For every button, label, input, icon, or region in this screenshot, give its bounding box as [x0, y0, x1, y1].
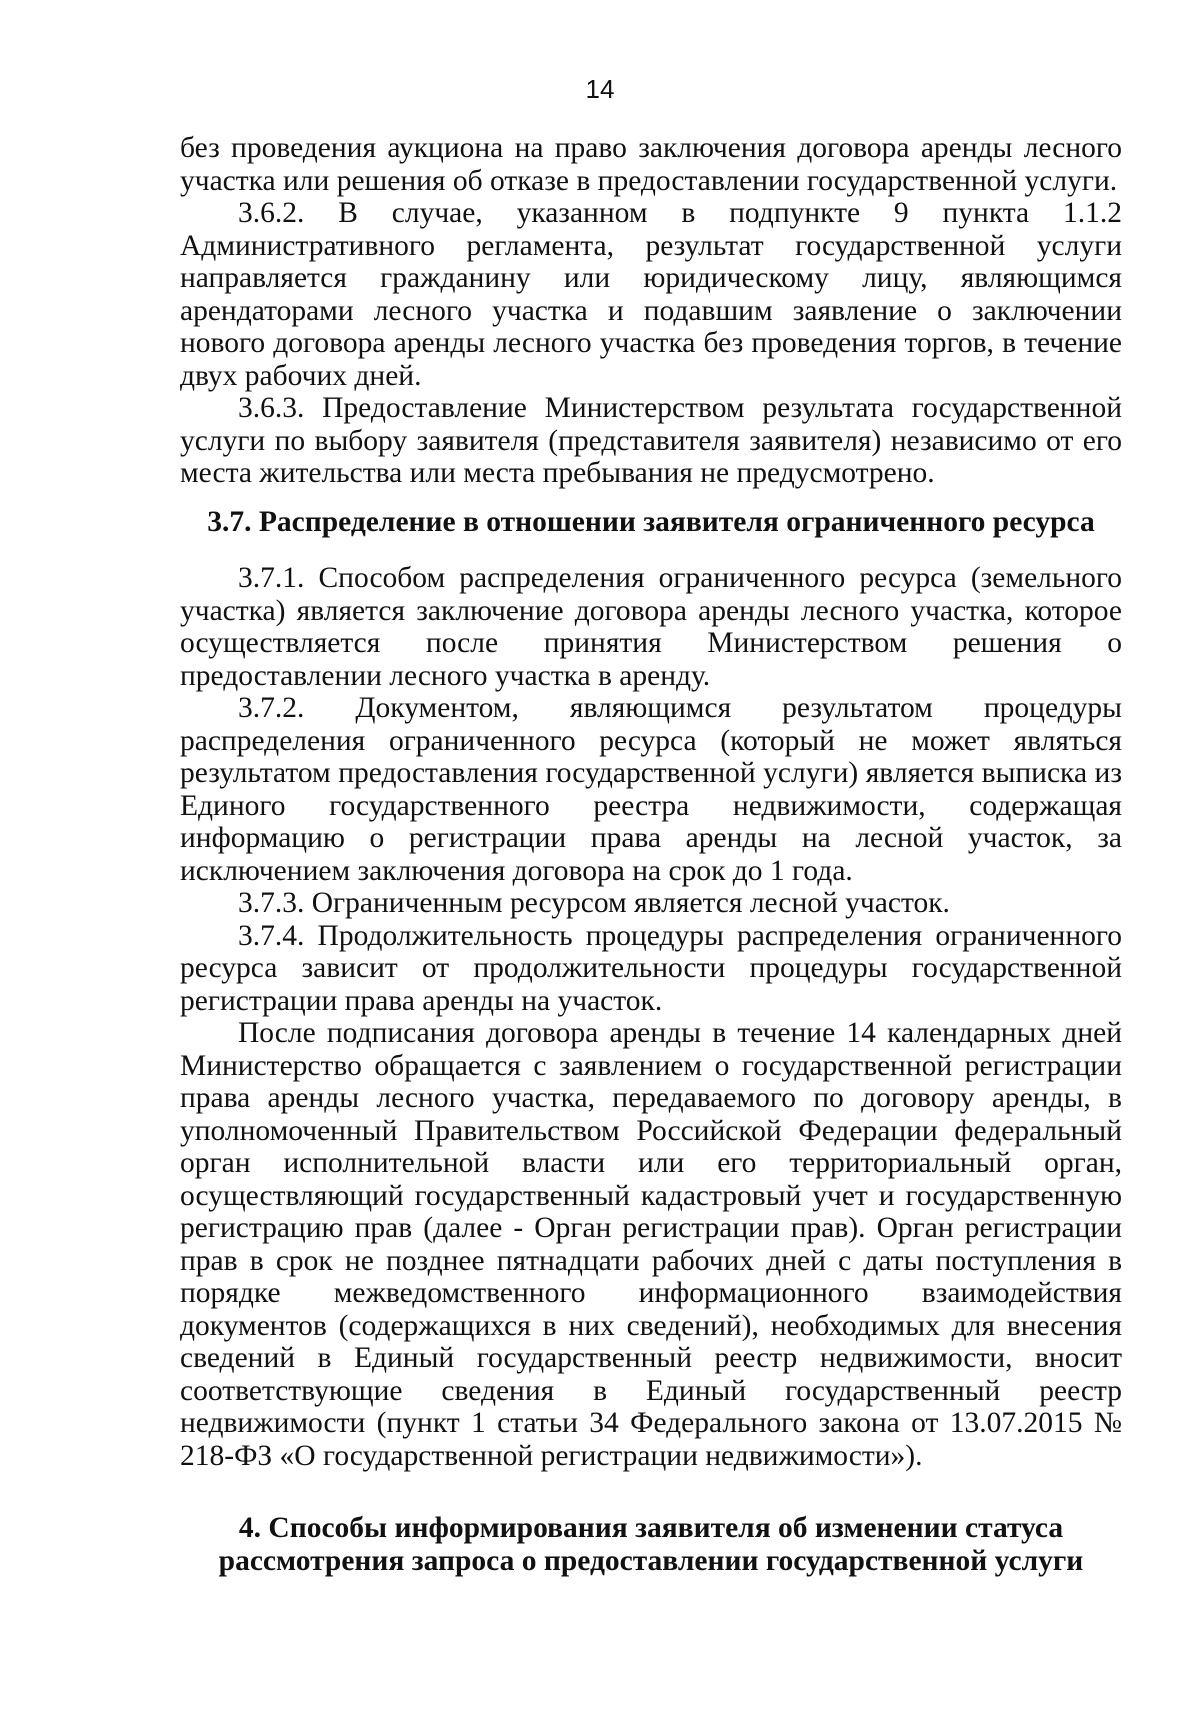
- section-heading-4: [180, 1512, 1122, 1577]
- paragraph-continuation: без проведения аукциона на право заключения договора аренды лесного участка или решения об отказе в предоставлении государственной услуги.: [180, 132, 1122, 197]
- page-number: 14: [585, 74, 615, 104]
- paragraph-3-7-2: 3.7.2. Документом, являющимся результатом процедуры распределения ограниченного ресурса (который не может являться результатом предоставления государственной услуги) является выписка из Единого государственного реестра недвижимости, содержащая информацию о регистрации права аренды на лесной участок, за исключением заключения договора на срок до 1 года.: [180, 692, 1122, 887]
- paragraph-3-7-4: 3.7.4. Продолжительность процедуры распределения ограниченного ресурса зависит от продолжительности процедуры государственной регистрации права аренды на участок.: [180, 919, 1122, 1017]
- document-body: [180, 132, 1122, 1577]
- paragraph-registration: После подписания договора аренды в течение 14 календарных дней Министерство обращается с заявлением о государственной регистрации права аренды лесного участка, передаваемого по договору аренды, в уполномоченный Правительством Российской Федерации федеральный орган исполнительной власти или его территориальный орган, осуществляющий государственный кадастровый учет и государственную регистрацию прав (далее - Орган регистрации прав). Орган регистрации прав в срок не позднее пятнадцати рабочих дней с даты поступления в порядке межведомственного информационного взаимодействия документов (содержащихся в них сведений), необходимых для внесения сведений в Единый государственный реестр недвижимости, вносит соответствующие сведения в Единый государственный реестр недвижимости (пункт 1 статьи 34 Федерального закона от 13.07.2015 № 218-ФЗ «О государственной регистрации недвижимости»).: [180, 1017, 1122, 1472]
- paragraph-3-7-3: 3.7.3. Ограниченным ресурсом является лесной участок.: [238, 887, 950, 919]
- paragraph-3-7-1: 3.7.1. Способом распределения ограниченного ресурса (земельного участка) является заключение договора аренды лесного участка, которое осуществляется после принятия Министерством решения о предоставлении лесного участка в аренду.: [180, 562, 1122, 692]
- paragraph-3-6-2: 3.6.2. В случае, указанном в подпункте 9 пункта 1.1.2 Административного регламента, результат государственной услуги направляется гражданину или юридическому лицу, являющимся арендаторами лесного участка и подавшим заявление о заключении нового договора аренды лесного участка без проведения торгов, в течение двух рабочих дней.: [180, 197, 1122, 392]
- paragraph-3-6-3: 3.6.3. Предоставление Министерством результата государственной услуги по выбору заявителя (представителя заявителя) независимо от его места жительства или места пребывания не предусмотрено.: [180, 392, 1122, 489]
- section-heading-4-line-1: 4. Способы информирования заявителя об изменении статуса: [238, 1512, 1064, 1544]
- section-heading-3-7: 3.7. Распределение в отношении заявителя ограниченного ресурса: [207, 505, 1095, 538]
- section-heading-4-line-2: рассмотрения запроса о предоставлении государственной услуги: [218, 1544, 1084, 1577]
